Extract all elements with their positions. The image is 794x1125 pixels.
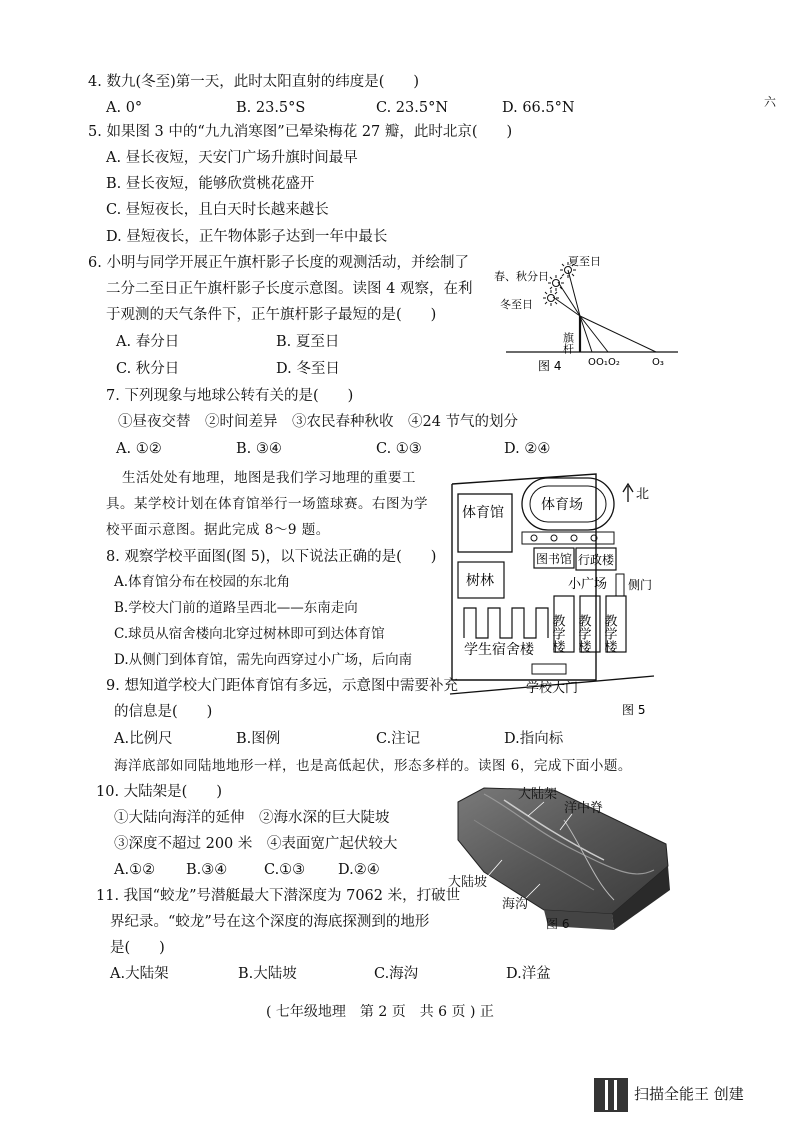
q11-option-d: D.洋盆 [506,966,551,982]
q6-stem-line-3: 于观测的天气条件下，正午旗杆影子最短的是( ) [106,307,437,323]
figure-6-ocean-floor-block [444,780,676,932]
q9-option-a: A.比例尺 [114,731,173,747]
gym-building [458,494,512,552]
intro-8-9-line-3: 校平面示意图。据此完成 8～9 题。 [106,522,330,538]
fig5-teach-1: 教学楼 [549,614,565,653]
q8-option-b: B.学校大门前的道路呈西北——东南走向 [114,600,358,616]
q11-stem-line-2: 界纪录。“蛟龙”号在这个深度的海底探测到的地形 [110,914,430,930]
q11-stem-line-1: 11. 我国“蛟龙”号潜艇最大下潜深度为 7062 米，打破世 [96,888,461,904]
q6-option-c: C. 秋分日 [116,361,180,377]
fig4-point-o1: O₁ [596,357,608,368]
fig4-point-o2: O₂ [608,357,620,368]
q7-stem: 7. 下列现象与地球公转有关的是( ) [106,388,354,404]
fig5-library: 图书馆 [536,552,573,566]
q8-stem: 8. 观察学校平面图(图 5)，以下说法正确的是( ) [106,549,437,565]
q5-option-d: D. 昼短夜长，正午物体影子达到一年中最长 [106,229,388,245]
q6-stem-line-2: 二分二至日正午旗杆影子长度示意图。读图 4 观察，在利 [106,281,473,297]
q5-option-a: A. 昼长夜短，天安门广场升旗时间最早 [106,150,358,166]
intro-10-11: 海洋底部如同陆地地形一样，也是高低起伏，形态多样的。读图 6，完成下面小题。 [114,758,632,774]
q8-option-d: D.从侧门到体育馆，需先向西穿过小广场，后向南 [114,652,413,668]
fig6-caption: 图 6 [546,917,570,931]
fig6-slope: 大陆坡 [448,875,488,890]
fig5-gate: 学校大门 [526,681,579,696]
q4-option-c: C. 23.5°N [376,100,449,116]
figure-4-flagpole-diagram [488,250,688,378]
fig6-trench: 海沟 [502,897,529,912]
page-footer: ( 七年级地理 第 2 页 共 6 页 ) 正 [266,1004,494,1020]
q8-option-a: A.体育馆分布在校园的东北角 [114,574,291,590]
sun-winter-icon [543,290,559,306]
q5-option-b: B. 昼长夜短，能够欣赏桃花盛开 [106,176,315,192]
q6-option-a: A. 春分日 [116,334,180,350]
q7-option-a: A. ①② [116,441,162,457]
q11-option-a: A.大陆架 [110,966,169,982]
side-mark: 六 [764,95,777,109]
fig5-teach-2: 教学楼 [575,614,591,653]
q11-option-b: B.大陆坡 [238,966,297,982]
q7-option-d: D. ②④ [504,441,551,457]
fig4-point-o: O [588,357,596,368]
fig5-side-gate: 侧门 [628,578,653,592]
q9-stem-line-1: 9. 想知道学校大门距体育馆有多远，示意图中需要补充 [106,678,458,694]
q6-option-b: B. 夏至日 [276,334,340,350]
fig5-admin: 行政楼 [578,553,615,567]
fig6-ridge: 洋中脊 [564,801,604,816]
fig5-caption: 图 5 [622,703,646,717]
q7-option-c: C. ①③ [376,441,422,457]
q8-option-c: C.球员从宿舍楼向北穿过树林即可到达体育馆 [114,626,385,642]
q4-stem: 4. 数九(冬至)第一天，此时太阳直射的纬度是( ) [88,74,420,90]
q5-stem: 5. 如果图 3 中的“九九消寒图”已晕染梅花 27 瓣，此时北京( ) [88,124,513,140]
figure-5-school-map [446,466,658,722]
qr-code-icon [596,1080,626,1110]
q9-option-c: C.注记 [376,731,421,747]
q10-option-a: A.①② [114,862,156,878]
intro-8-9-line-2: 具。某学校计划在体育馆举行一场篮球赛。右图为学 [106,496,428,512]
intro-8-9-line-1: 生活处处有地理，地图是我们学习地理的重要工 [122,470,416,486]
fig4-point-o3: O₃ [652,357,664,368]
q4-option-b: B. 23.5°S [236,100,306,116]
dorm-buildings [464,608,548,638]
fig5-stadium: 体育场 [541,497,583,513]
q10-option-b: B.③④ [186,862,228,878]
fig4-label-summer: 夏至日 [568,255,601,268]
fig5-dorm: 学生宿舍楼 [464,642,534,658]
fig5-woods: 树林 [466,573,494,589]
q11-option-c: C.海沟 [374,966,419,982]
sun-equinox-icon [548,275,564,291]
q6-stem-line-1: 6. 小明与同学开展正午旗杆影子长度的观测活动，并绘制了 [88,255,469,271]
q9-option-d: D.指向标 [504,731,564,747]
q11-stem-line-3: 是( ) [110,940,165,956]
fig4-label-winter: 冬至日 [500,298,533,311]
fig5-north: 北 [636,487,650,502]
fig4-label-equinox: 春、秋分日 [494,270,549,283]
fig4-label-pole: 旗杆 [561,332,575,354]
q4-option-a: A. 0° [106,100,143,116]
fig5-teach-3: 教学楼 [601,614,617,653]
fig5-square: 小广场 [568,577,608,592]
q6-option-d: D. 冬至日 [276,361,340,377]
q10-option-d: D.②④ [338,862,380,878]
q7-items: ①昼夜交替 ②时间差异 ③农民春种秋收 ④24 节气的划分 [118,414,519,430]
fig5-gym: 体育馆 [462,505,504,521]
q7-option-b: B. ③④ [236,441,282,457]
watermark-text: 扫描全能王 创建 [634,1085,744,1103]
q10-option-c: C.①③ [264,862,306,878]
q5-option-c: C. 昼短夜长，且白天时长越来越长 [106,202,329,218]
fig4-caption: 图 4 [538,359,562,373]
q10-items-line-1: ①大陆向海洋的延伸 ②海水深的巨大陡坡 [114,810,390,826]
q9-option-b: B.图例 [236,731,281,747]
q4-option-d: D. 66.5°N [502,100,575,116]
q10-items-line-2: ③深度不超过 200 米 ④表面宽广起伏较大 [114,836,398,852]
q10-stem: 10. 大陆架是( ) [96,784,222,800]
fig6-shelf: 大陆架 [518,787,558,802]
q9-stem-line-2: 的信息是( ) [114,704,213,720]
north-arrow-icon [623,484,633,502]
